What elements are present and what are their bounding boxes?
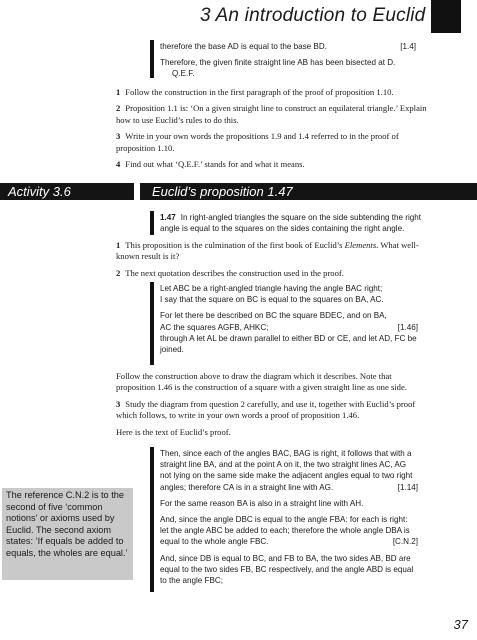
proposition-quote: 1.47 In right-angled triangles the square on the side subtending the right angle is equal to the squares on the sides containing the right angle. bbox=[160, 213, 422, 234]
quote-bar bbox=[150, 211, 154, 235]
page-number: 37 bbox=[453, 617, 468, 632]
question-item: 3 Study the diagram from question 2 carefully, and use it, together with Euclid’s proof which follows, to write in your own words a proof of proposition 1.46. bbox=[116, 398, 416, 421]
chapter-title: 3 An introduction to Euclid bbox=[200, 5, 426, 26]
question-item: 1 This proposition is the culmination of the first book of Euclid’s Elements. What well-known result is it? bbox=[116, 240, 419, 262]
question-item: 1 Follow the construction in the first paragraph of the proof of proposition 1.10. bbox=[116, 87, 394, 97]
proof-quote: Then, since each of the angles BAC, BAG is right, it follows that with a straight line BA, and at the point A on it, the two straight lines AC, AG not lying on the same side make the adjacent angles equal to two right angles; therefore CA is in a straight line with AG. [1.14] For the same reason BA is also in a straight line with AH. And, since the angle DBC is equal to the angle FBA: for each is right: let the angle ABC be added to each; therefore the whole angle DBA is equal to the whole angle FBC. [C.N.2] And, since DB is equal to BC, and FB to BA, the two sides AB, BD are equal to the two sides FB, BC respectively, and the angle ABD is equal to the angle FBC; bbox=[160, 449, 418, 586]
activity-questions bbox=[116, 240, 428, 279]
activity-label: Activity 3.6 bbox=[8, 184, 71, 199]
question-item: 2 Proposition 1.1 is: ‘On a given straight line to construct an equilateral triangle.’ Explain how to use Euclid’s rules to do this. bbox=[116, 103, 427, 125]
top-quote-ref: [1.4] bbox=[400, 42, 416, 51]
activity-title: Euclid’s proposition 1.47 bbox=[152, 184, 293, 199]
follow-text: Follow the construction above to draw the diagram which it describes. Note that proposition 1.46 is the construction of a square with a given straight line as one side. bbox=[116, 371, 407, 393]
construction-quote: Let ABC be a right-angled triangle having the angle BAC right; I say that the square on BC is equal to the squares on BA, AC. For let there be described on BC the square BDEC, and on BA, AC the squares AGFB, AHKC; [1.46] through A let AL be drawn parallel to either BD or CE, and let AD, FC be joined. bbox=[160, 284, 418, 355]
activity-banner bbox=[0, 183, 477, 200]
top-quote-line2: Therefore, the given finite straight line AB has been bisected at D. bbox=[160, 58, 396, 68]
margin-note: The reference C.N.2 is to the second of five ‘common notions’ or axioms used by Euclid. The second axiom states: ‘If equals be added to equals, the wholes are equal.’ bbox=[2, 488, 133, 580]
banner-separator bbox=[134, 183, 140, 200]
top-quote-line3: Q.E.F. bbox=[172, 69, 195, 79]
quote-bar bbox=[150, 40, 154, 78]
top-quote bbox=[160, 41, 416, 80]
top-questions bbox=[116, 87, 428, 170]
top-quote-line1: therefore the base AD is equal to the base BD. bbox=[160, 42, 327, 51]
instructions bbox=[116, 371, 428, 438]
here-text: Here is the text of Euclid’s proof. bbox=[116, 426, 231, 437]
question-item: 3 Write in your own words the propositions 1.9 and 1.4 referred to in the proof of proposition 1.10. bbox=[116, 131, 399, 153]
quote-bar bbox=[150, 447, 154, 592]
question-item: 4 Find out what ‘Q.E.F.’ stands for and what it means. bbox=[116, 159, 305, 170]
header-tab-block bbox=[431, 0, 461, 33]
question-item: 2 The next quotation describes the construction used in the proof. bbox=[116, 267, 344, 278]
quote-bar bbox=[150, 282, 154, 365]
